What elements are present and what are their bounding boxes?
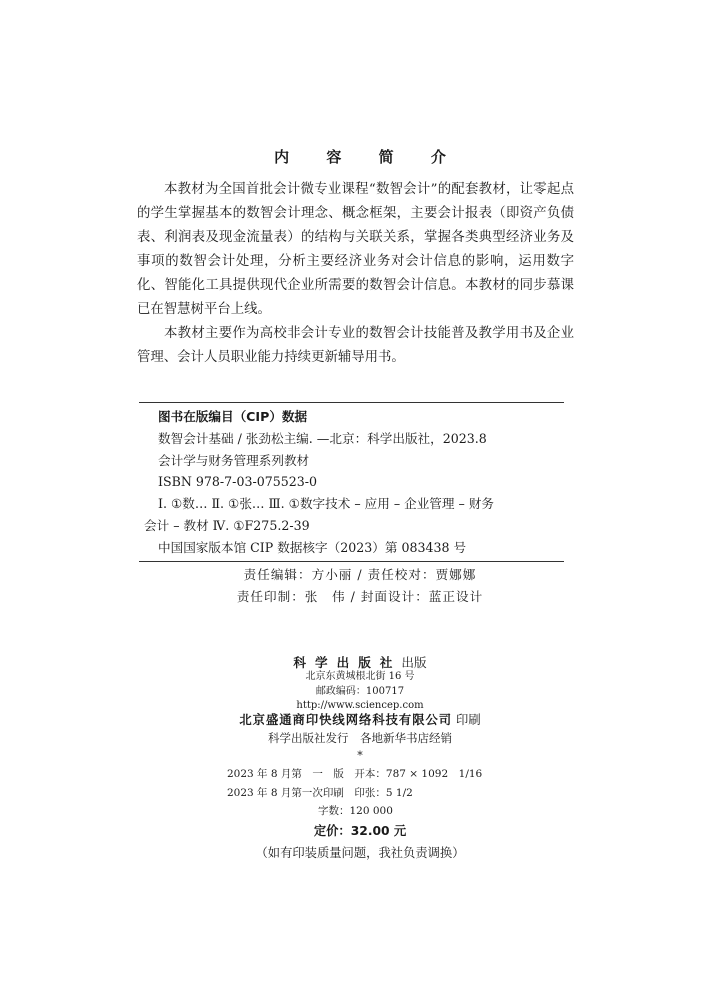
edition-line: 2023 年 8 月第 一 版 开本：787 × 1092 1/16 <box>227 768 483 780</box>
cip-line: 会计 – 教材 Ⅳ. ①F275.2-39 <box>144 517 310 533</box>
publisher-postcode: 邮政编码：100717 <box>315 686 405 697</box>
cip-block <box>144 406 569 559</box>
cip-line: 会计学与财务管理系列教材 <box>158 452 310 468</box>
separator-star: * <box>357 749 363 762</box>
publisher-seal: 科学出版社 <box>293 655 402 670</box>
distribution-line: 科学出版社发行 各地新华书店经销 <box>268 731 452 745</box>
cip-line: 中国国家版本馆 CIP 数据核字（2023）第 083438 号 <box>158 539 467 555</box>
summary-paragraph: 本教材为全国首批会计微专业课程“数智会计”的配套教材，让零起点的学生掌握基本的数智会计理念、概念框架，主要会计报表（即资产负债表、利润表及现金流量表）的结构与关联关系，掌握各类典型经济业务及事项的数智会计处理，分析主要经济业务对会计信息的影响，运用数字化、智能化工具提供现代企业所需要的数智会计信息。本教材的同步慕课已在智慧树平台上线。 <box>137 182 574 317</box>
printer-suffix: 印刷 <box>456 713 481 727</box>
printer-seal: 北京盛通商印快线网络科技有限公司 <box>239 712 453 727</box>
publisher-suffix: 出版 <box>401 655 427 670</box>
cip-heading: 图书在版编目（CIP）数据 <box>158 409 308 424</box>
word-count: 字数：120 000 <box>318 805 393 817</box>
publisher-address: 北京东黄城根北街 16 号 <box>305 671 415 682</box>
cip-line: ISBN 978-7-03-075523-0 <box>158 474 318 490</box>
impression-line: 2023 年 8 月第一次印刷 印张：5 1/2 <box>227 787 413 799</box>
editors-block <box>0 564 720 608</box>
printer-line <box>0 710 720 728</box>
cip-line: Ⅰ. ①数… Ⅱ. ①张… Ⅲ. ①数字技术 – 应用 – 企业管理 – 财务 <box>158 496 494 512</box>
summary-body <box>137 178 574 370</box>
publisher-url: http://www.sciencep.com <box>296 700 424 711</box>
cip-top-divider <box>139 402 564 403</box>
editors-line: 责任印制：张 伟 / 封面设计：蓝正设计 <box>236 589 484 604</box>
price: 定价：32.00 元 <box>313 824 407 838</box>
editors-line: 责任编辑：方小丽 / 责任校对：贾娜娜 <box>243 567 477 582</box>
cip-bottom-divider <box>139 561 564 562</box>
publisher-line <box>0 652 720 671</box>
summary-title: 内 容 简 介 <box>274 148 462 166</box>
quality-note: （如有印装质量问题，我社负责调换） <box>255 846 465 860</box>
summary-paragraph: 本教材主要作为高校非会计专业的数智会计技能普及教学用书及企业管理、会计人员职业能力持续更新辅导用书。 <box>137 326 574 365</box>
cip-line: 数智会计基础 / 张劲松主编. —北京：科学出版社，2023.8 <box>158 430 487 446</box>
